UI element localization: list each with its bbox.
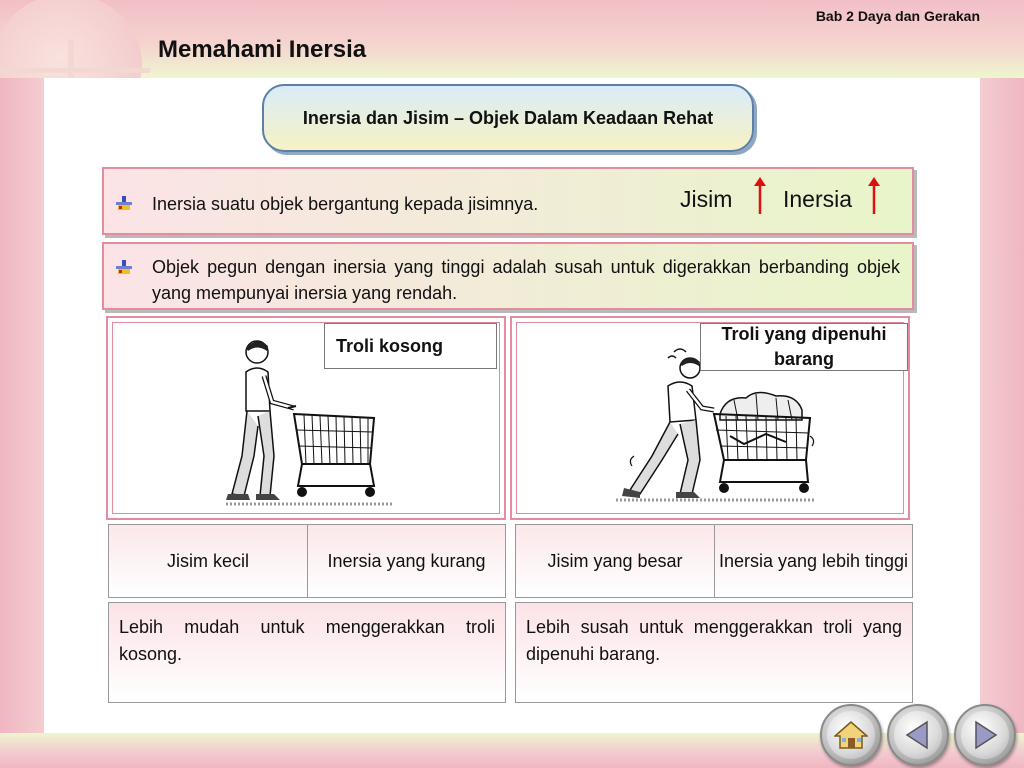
next-button-face [961,711,1009,759]
home-button-face [827,711,875,759]
previous-button[interactable] [887,704,949,766]
right-mass-cell: Jisim yang besar [515,524,715,598]
left-mass-cell: Jisim kecil [108,524,308,598]
next-button[interactable] [954,704,1016,766]
left-inertia-cell: Inersia yang kurang [307,524,506,598]
bullet-icon [116,196,132,210]
right-description: Lebih susah untuk menggerakkan troli yang dipenuhi barang. [515,602,913,703]
frame-left [0,78,44,733]
triangle-right-icon [972,720,998,750]
right-inertia-cell: Inersia yang lebih tinggi [714,524,913,598]
chapter-label: Bab 2 Daya dan Gerakan [815,8,980,24]
arrow-up-icon [754,177,766,215]
triangle-left-icon [905,720,931,750]
frame-right [980,78,1024,733]
info-point-1: Inersia suatu objek bergantung kepada jisimnya. [152,194,539,214]
info-point-2: Objek pegun dengan inersia yang tinggi adalah susah untuk digerakkan berbanding objek yang mempunyai inersia yang rendah. [152,257,900,303]
info-box-inertia-comparison [102,242,914,310]
topic-title-box [262,84,754,152]
full-trolley-label: Troli yang dipenuhi barang [700,323,908,371]
inersia-label: Inersia [783,186,853,212]
bullet-icon [116,260,132,274]
topic-title: Inersia dan Jisim – Objek Dalam Keadaan Rehat [302,108,714,128]
previous-button-face [894,711,942,759]
page-title: Memahami Inersia [158,36,367,63]
info-box-mass-dependence [102,167,914,235]
arrow-up-icon [868,177,880,215]
left-description: Lebih mudah untuk menggerakkan troli kosong. [108,602,506,703]
jisim-label: Jisim [680,186,733,212]
home-icon [834,720,868,750]
home-button[interactable] [820,704,882,766]
decorative-line [0,68,150,73]
empty-trolley-label: Troli kosong [324,323,497,369]
